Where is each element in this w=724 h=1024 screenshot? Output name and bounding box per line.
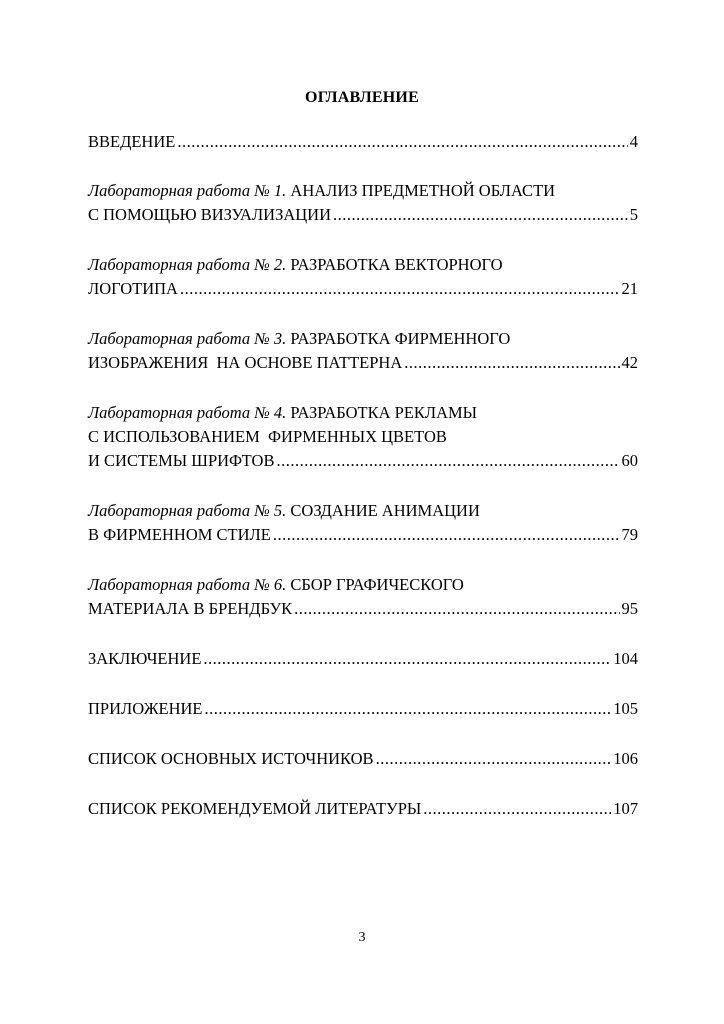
toc-page-number: 79 — [621, 525, 638, 544]
toc-entry-recommended-literature[interactable] — [88, 797, 638, 821]
dot-leader — [177, 130, 627, 154]
toc-entry-title-cont: С ПОМОЩЬЮ ВИЗУАЛИЗАЦИИ — [88, 205, 332, 224]
toc-entry-main-sources[interactable] — [88, 747, 638, 771]
toc-entry-lab-4[interactable] — [88, 401, 638, 473]
toc-entry-title-cont: С ИСПОЛЬЗОВАНИЕМ ФИРМЕННЫХ ЦВЕТОВ — [88, 427, 447, 446]
toc-entry-lab-6[interactable] — [88, 573, 638, 621]
dot-leader — [333, 203, 628, 227]
toc-entry-title: РАЗРАБОТКА РЕКЛАМЫ — [290, 403, 478, 422]
toc-page-number: 5 — [629, 205, 638, 224]
toc-entry-title-cont: МАТЕРИАЛА В БРЕНДБУК — [88, 599, 293, 618]
toc-entry-title-cont: В ФИРМЕННОМ СТИЛЕ — [88, 525, 271, 544]
lab-label: Лабораторная работа № 5. — [88, 501, 287, 520]
toc-entry-title: ВВЕДЕНИЕ — [88, 132, 176, 151]
toc-entry-appendix[interactable] — [88, 697, 638, 721]
toc-entry-lab-1[interactable] — [88, 179, 638, 227]
dot-leader — [273, 523, 620, 547]
toc-page-number: 104 — [613, 649, 638, 668]
toc-entry-title: РАЗРАБОТКА ФИРМЕННОГО — [290, 329, 511, 348]
dot-leader — [180, 277, 620, 301]
toc-page-number: 60 — [621, 451, 638, 470]
toc-entry-introduction[interactable] — [88, 130, 638, 154]
toc-entry-title: АНАЛИЗ ПРЕДМЕТНОЙ ОБЛАСТИ — [290, 181, 556, 200]
lab-label: Лабораторная работа № 6. — [88, 575, 287, 594]
toc-entry-conclusion[interactable] — [88, 647, 638, 671]
lab-label: Лабораторная работа № 2. — [88, 255, 287, 274]
toc-entry-title: СБОР ГРАФИЧЕСКОГО — [290, 575, 464, 594]
toc-entry-lab-3[interactable] — [88, 327, 638, 375]
toc-entry-title: ПРИЛОЖЕНИЕ — [88, 699, 203, 718]
toc-entry-lab-5[interactable] — [88, 499, 638, 547]
toc-page-number: 42 — [621, 353, 638, 372]
lab-label: Лабораторная работа № 1. — [88, 181, 287, 200]
dot-leader — [294, 597, 619, 621]
toc-title: ОГЛАВЛЕНИЕ — [305, 89, 419, 106]
dot-leader — [423, 797, 611, 821]
dot-leader — [276, 449, 619, 473]
toc-page-number: 4 — [629, 132, 638, 151]
page-number: 3 — [358, 930, 366, 945]
toc-entry-title: СПИСОК ОСНОВНЫХ ИСТОЧНИКОВ — [88, 749, 374, 768]
lab-label: Лабораторная работа № 4. — [88, 403, 287, 422]
toc-entry-title: СПИСОК РЕКОМЕНДУЕМОЙ ЛИТЕРАТУРЫ — [88, 799, 422, 818]
toc-entry-title: ЗАКЛЮЧЕНИЕ — [88, 649, 202, 668]
toc-page-number: 21 — [621, 279, 638, 298]
dot-leader — [203, 647, 611, 671]
dot-leader — [204, 697, 611, 721]
dot-leader — [376, 747, 612, 771]
toc-entry-title-cont: ИЗОБРАЖЕНИЯ НА ОСНОВЕ ПАТТЕРНА — [88, 353, 403, 372]
toc-page-number: 106 — [613, 749, 638, 768]
toc-page-number: 107 — [613, 799, 638, 818]
dot-leader — [404, 351, 619, 375]
toc-page-number: 95 — [621, 599, 638, 618]
toc-entry-title-cont: ЛОГОТИПА — [88, 279, 178, 298]
toc-entry-title: РАЗРАБОТКА ВЕКТОРНОГО — [290, 255, 503, 274]
table-of-contents — [88, 130, 638, 821]
toc-entry-title-cont: И СИСТЕМЫ ШРИФТОВ — [88, 451, 275, 470]
toc-entry-title: СОЗДАНИЕ АНИМАЦИИ — [290, 501, 480, 520]
toc-page-number: 105 — [613, 699, 638, 718]
lab-label: Лабораторная работа № 3. — [88, 329, 287, 348]
toc-entry-lab-2[interactable] — [88, 253, 638, 301]
